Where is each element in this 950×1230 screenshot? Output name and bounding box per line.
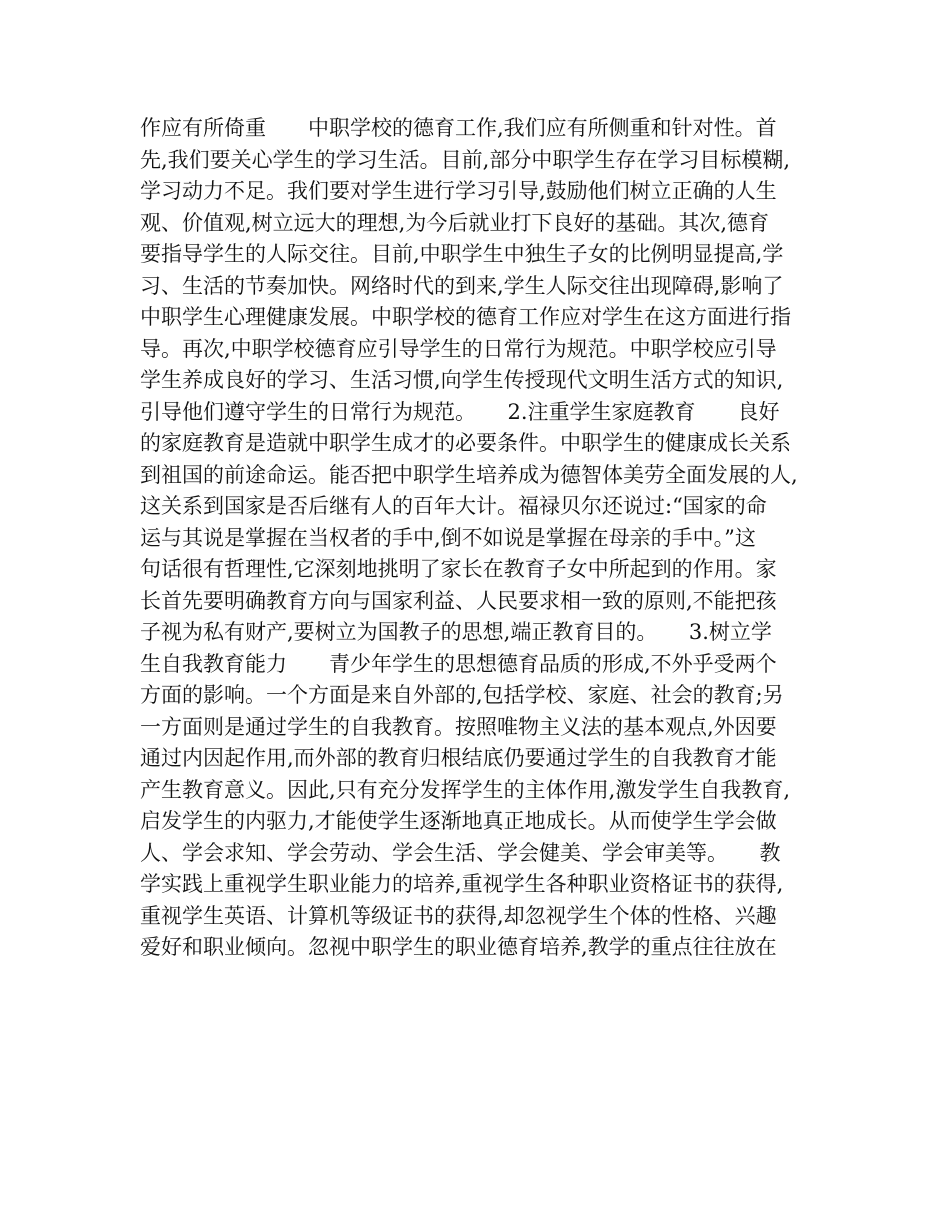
text-line: 引导他们遵守学生的日常行为规范。 2.注重学生家庭教育 良好 <box>140 399 780 424</box>
text-line: 生自我教育能力 青少年学生的思想德育品质的形成,不外乎受两个 <box>140 651 777 676</box>
text-line: 一方面则是通过学生的自我教育。按照唯物主义法的基本观点,外因要 <box>140 714 777 739</box>
text-line: 重视学生英语、计算机等级证书的获得,却忽视学生个体的性格、兴趣 <box>140 903 777 928</box>
text-line: 长首先要明确教育方向与国家利益、人民要求相一致的原则,不能把孩 <box>140 588 777 613</box>
text-line: 方面的影响。一个方面是来自外部的,包括学校、家庭、社会的教育;另 <box>140 683 784 707</box>
text-line: 导。再次,中职学校德育应引导学生的日常行为规范。中职学校应引导 <box>140 336 777 361</box>
text-line: 爱好和职业倾向。忽视中职学生的职业德育培养,教学的重点往往放在 <box>140 935 777 959</box>
text-line: 这关系到国家是否后继有人的百年大计。福禄贝尔还说过:“国家的命 <box>140 494 767 518</box>
text-line: 学生养成良好的学习、生活习惯,向学生传授现代文明生活方式的知识, <box>140 368 784 392</box>
text-line: 学实践上重视学生职业能力的培养,重视学生各种职业资格证书的获得, <box>140 872 784 896</box>
text-line: 产生教育意义。因此,只有充分发挥学生的主体作用,激发学生自我教育, <box>140 777 791 802</box>
text-line: 学习动力不足。我们要对学生进行学习引导,鼓励他们树立正确的人生 <box>140 179 777 203</box>
text-line: 到祖国的前途命运。能否把中职学生培养成为德智体美劳全面发展的人, <box>140 462 798 487</box>
text-line: 人、学会求知、学会劳动、学会生活、学会健美、学会审美等。 教 <box>140 840 781 865</box>
text-line: 先,我们要关心学生的学习生活。目前,部分中职学生存在学习目标模糊, <box>140 147 791 172</box>
text-line: 观、价值观,树立远大的理想,为今后就业打下良好的基础。其次,德育 <box>140 210 770 235</box>
text-line: 子视为私有财产,要树立为国教子的思想,端正教育目的。 3.树立学 <box>140 620 772 644</box>
text-line: 运与其说是掌握在当权者的手中,倒不如说是掌握在母亲的手中。”这 <box>140 525 756 550</box>
text-line: 通过内因起作用,而外部的教育归根结底仍要通过学生的自我教育才能 <box>140 746 777 770</box>
text-line: 句话很有哲理性,它深刻地挑明了家长在教育子女中所起到的作用。家 <box>140 557 777 581</box>
text-line: 习、生活的节奏加快。网络时代的到来,学生人际交往出现障碍,影响了 <box>140 273 784 298</box>
text-line: 启发学生的内驱力,才能使学生逐渐地真正地成长。从而使学生学会做 <box>140 809 777 833</box>
text-line: 中职学生心理健康发展。中职学校的德育工作应对学生在这方面进行指 <box>140 305 791 329</box>
text-line: 作应有所倚重 中职学校的德育工作,我们应有所侧重和针对性。首 <box>140 116 777 140</box>
text-line: 要指导学生的人际交往。目前,中职学生中独生子女的比例明显提高,学 <box>140 242 784 266</box>
body-text <box>140 113 840 964</box>
text-line: 的家庭教育是造就中职学生成才的必要条件。中职学生的健康成长关系 <box>140 431 791 455</box>
